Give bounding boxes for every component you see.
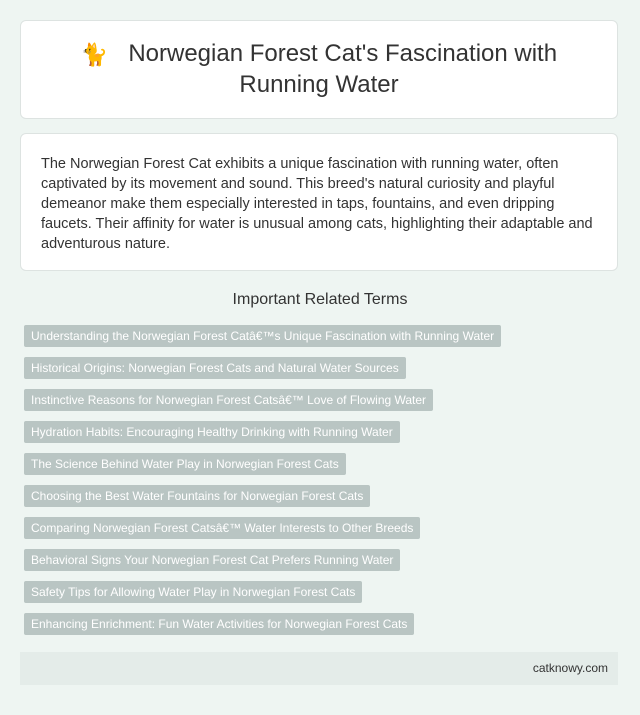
footer [20,652,618,685]
title-card [20,20,618,119]
term-tag[interactable]: Historical Origins: Norwegian Forest Cats and Natural Water Sources [24,357,406,379]
list-item [24,357,616,389]
term-tag[interactable]: Safety Tips for Allowing Water Play in Norwegian Forest Cats [24,581,362,603]
related-terms-heading: Important Related Terms [232,291,408,308]
related-terms-list [24,325,616,645]
list-item [24,549,616,581]
list-item [24,613,616,645]
term-tag[interactable]: Instinctive Reasons for Norwegian Forest Catsâ€™ Love of Flowing Water [24,389,433,411]
term-tag[interactable]: Enhancing Enrichment: Fun Water Activities for Norwegian Forest Cats [24,613,414,635]
term-tag[interactable]: Choosing the Best Water Fountains for Norwegian Forest Cats [24,485,370,507]
term-tag[interactable]: Hydration Habits: Encouraging Healthy Drinking with Running Water [24,421,400,443]
list-item [24,581,616,613]
term-tag[interactable]: Comparing Norwegian Forest Catsâ€™ Water Interests to Other Breeds [24,517,420,539]
term-tag[interactable]: The Science Behind Water Play in Norwegian Forest Cats [24,453,346,475]
term-tag[interactable]: Understanding the Norwegian Forest Catâ€™s Unique Fascination with Running Water [24,325,501,347]
list-item [24,325,616,357]
list-item [24,453,616,485]
list-item [24,517,616,549]
site-name[interactable]: catknowy.com [532,661,608,675]
cat-icon: 🐈 [80,42,109,67]
list-item [24,389,616,421]
term-tag[interactable]: Behavioral Signs Your Norwegian Forest Cat Prefers Running Water [24,549,400,571]
list-item [24,421,616,453]
page-title [61,39,577,100]
list-item [24,485,616,517]
description-card [20,133,618,271]
description-text: The Norwegian Forest Cat exhibits a unique fascination with running water, often captivated by its movement and sound. This breed's natural curiosity and playful demeanor make them especially interested in taps, fountains, and even dripping faucets. Their affinity for water is unusual among cats, highlighting their adaptable and adventurous nature. [41,156,593,252]
page-title-text: Norwegian Forest Cat's Fascination with Running Water [128,40,558,98]
